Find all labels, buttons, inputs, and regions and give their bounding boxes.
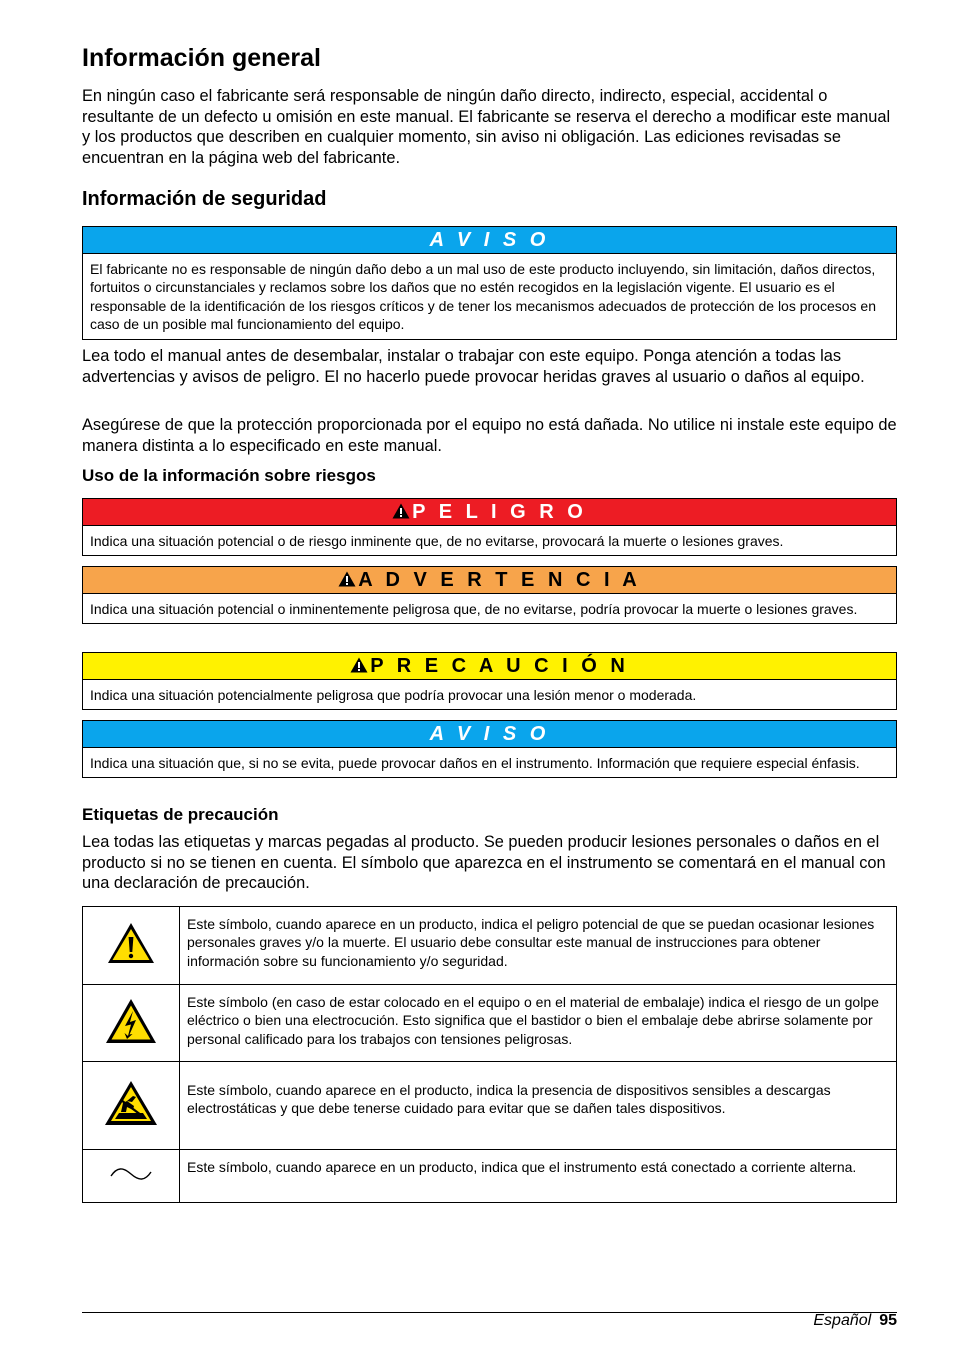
safety-heading: Información de seguridad [82,188,327,210]
hazard-notice-box [82,720,897,778]
danger-label: P E L I G R O [412,501,587,524]
esd-sensitive-icon [103,1079,159,1127]
table-row [83,907,897,985]
page-number: 95 [879,1312,897,1329]
warning-alert-icon [338,571,356,587]
danger-text: Indica una situación potencial o de riesgo inminente que, de no evitarse, provocará la muerte o lesiones graves. [90,533,784,549]
symbol-description: Este símbolo, cuando aparece en un producto, indica el peligro potencial de que se puedan ocasionar lesiones personales graves y/o la muerte. El usuario debe consultar este manual de instrucciones para obtener información sobre su funcionamiento y/o seguridad. [180,907,897,985]
footer-language: Español [813,1312,872,1329]
hazard-notice-text: Indica una situación que, si no se evita, puede provocar daños en el instrumento. Información que requiere especial énfasis. [90,755,860,771]
page-title: Información general [82,44,321,72]
danger-box [82,498,897,556]
warning-label: A D V E R T E N C I A [358,569,641,592]
table-row [83,1150,897,1203]
warning-text: Indica una situación potencial o inminentemente peligrosa que, de no evitarse, podría provocar la muerte o lesiones graves. [90,601,858,617]
symbol-description: Este símbolo, cuando aparece en un producto, indica que el instrumento está conectado a corriente alterna. [180,1150,897,1203]
hazard-notice-header [83,721,896,748]
table-row [83,985,897,1062]
intro-paragraph: En ningún caso el fabricante será responsable de ningún daño directo, indirecto, especial, accidental o resultante de un defecto u omisión en este manual. El fabricante se reserva el derecho a modificar este manual y los productos que describen en cualquier momento, sin aviso ni obligación. Las ediciones revisadas se encuentran en la página web del fabricante. [82,87,891,167]
warning-header [83,567,896,594]
notice-label: A V I S O [429,229,550,252]
safety-paragraph-2: Asegúrese de que la protección proporcionada por el equipo no está dañada. No utilice ni instale este equipo de manera distinta a lo especificado en este manual. [82,416,897,455]
symbol-description: Este símbolo (en caso de estar colocado en el equipo o en el material de embalaje) indica el riesgo de un golpe eléctrico o bien una electrocución. Esto significa que el bastidor o bien el embalaje debe abrirse solamente por personal calificado para los trabajos con tensiones peligrosas. [180,985,897,1062]
danger-header [83,499,896,526]
warning-box [82,566,897,624]
hazard-notice-label: A V I S O [429,723,550,746]
notice-header [83,227,896,254]
symbols-table [82,906,897,1203]
caution-label: P R E C A U C I Ó N [370,655,629,678]
caution-text: Indica una situación potencialmente peligrosa que podría provocar una lesión menor o moderada. [90,687,697,703]
notice-text: El fabricante no es responsable de ningún daño debo a un mal uso de este producto incluyendo, sin limitación, daños directos, fortuitos o circunstanciales y reclamos sobre los daños que no estén recogidos en la legislación vigente. El usuario es el responsable de la identificación de los riesgos críticos y de tener los mecanismos adecuados de protección de los procesos en caso de un posible mal funcionamiento del equipo. [90,261,876,333]
general-warning-icon [106,921,156,965]
footer [813,1312,897,1330]
hazard-heading: Uso de la información sobre riesgos [82,466,376,485]
caution-header [83,653,896,680]
danger-alert-icon [392,503,410,519]
caution-alert-icon [350,657,368,673]
safety-paragraph-1: Lea todo el manual antes de desembalar, instalar o trabajar con este equipo. Ponga atención a todas las advertencias y avisos de peligro. El no hacerlo puede provocar heridas graves al usuario o daños al equipo. [82,347,865,386]
alternating-current-icon [109,1166,153,1182]
labels-heading: Etiquetas de precaución [82,805,279,824]
caution-box [82,652,897,710]
symbol-description: Este símbolo, cuando aparece en el producto, indica la presencia de dispositivos sensibles a descargas electrostáticas y que debe tenerse cuidado para evitar que se dañen tales dispositivos. [180,1062,897,1150]
safety-notice-box [82,226,897,340]
electric-shock-icon [104,997,158,1045]
table-row [83,1062,897,1150]
labels-paragraph: Lea todas las etiquetas y marcas pegadas al producto. Se pueden producir lesiones personales o daños en el producto si no se tienen en cuenta. El símbolo que aparezca en el instrumento se comentará en el manual con una declaración de precaución. [82,833,886,892]
footer-rule [82,1312,897,1313]
